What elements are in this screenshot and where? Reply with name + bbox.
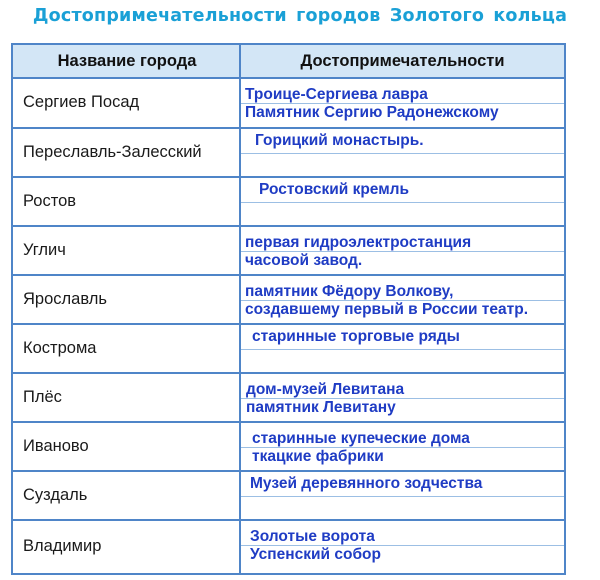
sight-line-1: старинные торговые ряды xyxy=(252,328,460,345)
sight-line-1: Музей деревянного зодчества xyxy=(250,475,483,492)
sight-line-1: первая гидроэлектростанция xyxy=(245,234,472,251)
city-name: Владимир xyxy=(23,537,102,555)
table-row xyxy=(13,421,564,470)
sight-line-2: Успенский собор xyxy=(250,546,381,563)
city-name: Суздаль xyxy=(23,486,88,504)
sight-line-2: часовой завод. xyxy=(245,252,363,269)
sight-line-2: памятник Левитану xyxy=(246,399,396,416)
table-row xyxy=(13,470,564,519)
sight-line-1: памятник Фёдору Волкову, xyxy=(245,283,454,300)
header-sights: Достопримечательности xyxy=(300,52,505,70)
table-row xyxy=(13,79,564,127)
writing-line xyxy=(241,496,564,497)
table-row xyxy=(13,176,564,225)
sight-line-1: Ростовский кремль xyxy=(259,181,410,198)
table-row xyxy=(13,323,564,372)
table-row xyxy=(13,519,564,573)
table-row xyxy=(13,274,564,323)
table-row xyxy=(13,225,564,274)
sight-line-1: Золотые ворота xyxy=(250,528,375,545)
writing-line xyxy=(241,153,564,154)
city-name: Переславль-Залесский xyxy=(23,143,202,161)
city-name: Ростов xyxy=(23,192,77,210)
sights-table xyxy=(11,43,566,575)
city-name: Плёс xyxy=(23,388,62,406)
sight-line-2: Памятник Сергию Радонежскому xyxy=(245,104,499,121)
table-row xyxy=(13,127,564,176)
city-name: Иваново xyxy=(23,437,89,455)
sight-line-2: ткацкие фабрики xyxy=(252,448,384,465)
table-row xyxy=(13,372,564,421)
writing-line xyxy=(241,202,564,203)
header-city: Название города xyxy=(57,52,197,70)
sight-line-1: старинные купеческие дома xyxy=(252,430,470,447)
writing-line xyxy=(241,349,564,350)
sight-line-1: Троице-Сергиева лавра xyxy=(245,86,428,103)
page-title: Достопримечательности городов Золотого кольца xyxy=(32,6,568,26)
city-name: Сергиев Посад xyxy=(23,93,140,111)
table-header xyxy=(13,45,564,79)
sight-line-2: создавшему первый в России театр. xyxy=(245,301,529,318)
city-name: Кострома xyxy=(23,339,97,357)
city-name: Ярославль xyxy=(23,290,107,308)
sight-line-1: дом-музей Левитана xyxy=(246,381,405,398)
city-name: Углич xyxy=(23,241,66,259)
sight-line-1: Горицкий монастырь. xyxy=(255,132,424,149)
